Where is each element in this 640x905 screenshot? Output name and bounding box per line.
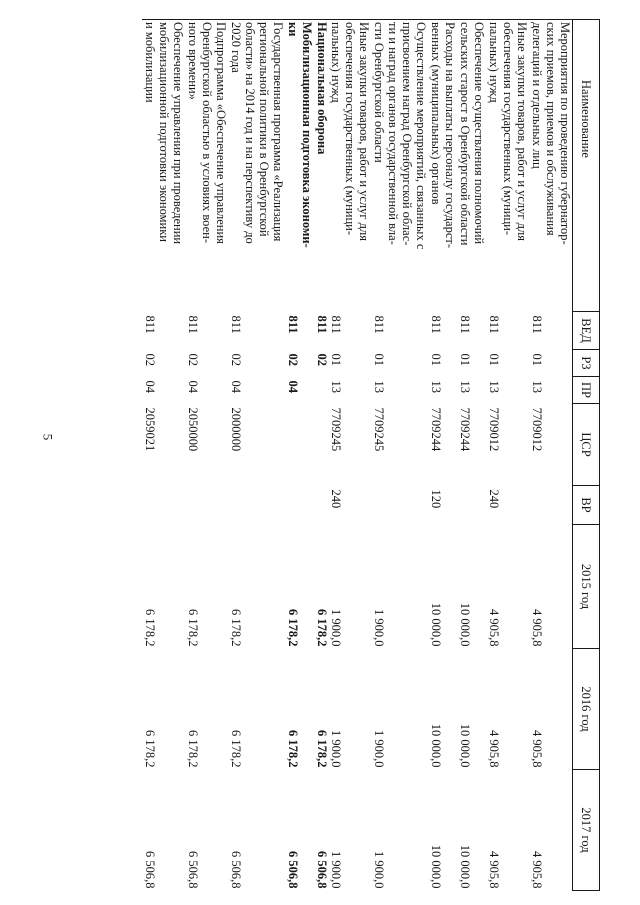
name-line: Иные закупки товаров, работ и услуг для [357,22,371,242]
row-2015: 4 905,8 [530,609,544,647]
row-2016: 6 178,2 [186,730,200,768]
row-csr: 2050000 [186,407,200,452]
row-2017: 6 506,8 [229,851,243,889]
row-2017: 1 900,0 [372,851,386,889]
header-name: Наименование [573,20,600,312]
row-rz: 02 [315,353,329,366]
row-2016: 1 900,0 [372,730,386,768]
row-ved: 811 [487,315,501,334]
row-2015: 6 178,2 [229,609,243,647]
row-rz: 01 [329,353,343,366]
row-2016: 10 000,0 [429,723,443,768]
row-ved: 811 [229,315,243,334]
row-ved: 811 [372,315,386,334]
name-line: и мобилизации [143,22,157,103]
row-2016: 10 000,0 [458,723,472,768]
name-line: Подпрограмма «Обеспечение управления [214,22,228,244]
row-ved: 811 [429,315,443,334]
header-ved: ВЕД [573,312,600,350]
row-csr: 7709012 [487,407,501,452]
row-2017: 6 506,8 [186,851,200,889]
row-pr: 04 [229,380,243,393]
table-header-row [573,20,600,891]
row-name [185,20,228,312]
row-pr: 13 [487,380,501,393]
name-line: сти Оренбургской области [372,22,386,163]
name-line: делегаций и отдельных лиц [530,22,544,169]
row-2016: 6 178,2 [315,730,329,768]
row-vr [457,486,486,525]
row-csr: 7709244 [429,407,443,452]
row-vr [228,486,285,525]
name-line: присвоением наград Оренбургской облас- [400,22,414,246]
name-line: Государственная программа «Реализация [271,22,285,242]
row-csr: 2059021 [143,407,157,452]
header-2016: 2016 год [573,649,600,770]
row-pr: 04 [286,380,300,393]
row-pr: 13 [530,380,544,393]
row-2017: 10 000,0 [458,844,472,889]
table-row [371,20,428,891]
row-csr [285,404,314,486]
name-line: ских приемов, приемов и обслуживания [544,22,558,236]
row-rz: 01 [458,353,472,366]
row-ved: 811 [143,315,157,334]
row-name [486,20,529,312]
name-line: Расходы на выплаты персоналу государст- [443,22,457,249]
row-vr [371,486,428,525]
header-2015: 2015 год [573,525,600,649]
name-line: мобилизационной подготовки экономики [157,22,171,242]
name-line: региональной политики в Оренбургской [257,22,271,237]
row-2017: 6 506,8 [143,851,157,889]
row-2016: 6 178,2 [229,730,243,768]
row-2017: 6 506,8 [315,851,329,889]
name-line: обеспечения государственных (муници- [501,22,515,236]
name-line: Иные закупки товаров, работ и услуг для [515,22,529,242]
table-row [428,20,457,891]
name-line: Мероприятия по проведению губернатор- [558,22,572,245]
row-rz: 02 [143,353,157,366]
row-rz: 02 [286,353,300,366]
header-2017: 2017 год [573,770,600,891]
row-2015: 1 900,0 [329,609,343,647]
name-line: Обеспечение управления при проведении [171,22,185,245]
row-rz: 01 [530,353,544,366]
row-vr [185,486,228,525]
row-rz: 02 [186,353,200,366]
row-ved: 811 [286,315,300,334]
row-2015: 6 178,2 [186,609,200,647]
row-vr: 240 [487,489,501,509]
row-vr: 120 [429,489,443,509]
row-2017: 6 506,8 [286,851,300,889]
name-line: Оренбургской областью в условиях воен- [200,22,214,243]
row-2015: 10 000,0 [458,602,472,647]
name-line: обеспечения государственных (муници- [343,22,357,236]
row-csr: 7709244 [458,407,472,452]
table-row-merged [314,20,371,891]
name-line: венных (муниципальных) органов [429,22,443,205]
row-name [314,20,371,312]
row-name [142,20,185,312]
name-line: Обеспечение осуществления полномочий [472,22,486,245]
row-2015: 6 178,2 [286,609,300,647]
table-row [529,20,573,891]
row-rz: 01 [429,353,443,366]
name-line: пальных) нужд [487,22,501,103]
name-line: сельских старост в Оренбургской области [458,22,472,246]
row-2017: 1 900,0 [329,851,343,889]
header-vr: ВР [573,486,600,525]
row-name [529,20,573,312]
row-csr: 7709012 [530,407,544,452]
row-2016: 4 905,8 [530,730,544,768]
row-csr: 7709245 [372,407,386,452]
row-rz: 02 [229,353,243,366]
row-vr [529,486,573,525]
row-ved: 811 [315,315,329,334]
row-pr: 13 [458,380,472,393]
name-line: ного времени» [186,22,200,100]
row-2015: 1 900,0 [372,609,386,647]
row-ved: 811 [530,315,544,334]
row-pr: 13 [429,380,443,393]
table-row [185,20,228,891]
budget-table [142,19,600,891]
name-line: ти и наград органов государственной вла- [386,22,400,245]
row-2017: 4 905,8 [487,851,501,889]
row-ved: 811 [329,315,343,334]
row-vr [142,486,185,525]
name-line: 2020 года [229,22,243,73]
row-2016: 6 178,2 [286,730,300,768]
row-2017: 10 000,0 [429,844,443,889]
table-row [142,20,185,891]
row-pr: 13 [329,380,343,393]
row-2015: 10 000,0 [429,602,443,647]
row-pr: 13 [372,380,386,393]
page-number: 5 [40,433,56,441]
row-2015: 4 905,8 [487,609,501,647]
name-line: ки [286,22,300,37]
row-rz: 01 [487,353,501,366]
row-2017: 4 905,8 [530,851,544,889]
header-rz: РЗ [573,350,600,377]
row-csr: 7709245 [329,407,343,452]
row-2015: 6 178,2 [143,609,157,647]
name-line: пальных) нужд [329,22,343,103]
row-2015: 6 178,2 [315,609,329,647]
row-2016: 1 900,0 [329,730,343,768]
row-name [457,20,486,312]
table-row [457,20,486,891]
row-vr: 240 [329,489,343,509]
name-line: области» на 2014 год и на перспективу до [243,22,257,244]
row-ved: 811 [186,315,200,334]
row-2016: 4 905,8 [487,730,501,768]
row-csr: 2000000 [229,407,243,452]
row-2016: 6 178,2 [143,730,157,768]
name-line: Мобилизационная подготовка экономи- [300,22,314,248]
row-rz: 01 [372,353,386,366]
name-line: Осуществление мероприятий, связанных с [414,22,428,250]
row-vr [285,486,314,525]
row-name [285,20,314,312]
section-title: Национальная оборона [315,22,329,155]
table-row [285,20,314,891]
table-row [228,20,285,891]
row-name [228,20,285,312]
row-ved: 811 [458,315,472,334]
row-name [428,20,457,312]
row-pr: 04 [143,380,157,393]
row-name [371,20,428,312]
header-csr: ЦСР [573,404,600,486]
table-row [486,20,529,891]
row-pr: 04 [186,380,200,393]
header-pr: ПР [573,377,600,404]
